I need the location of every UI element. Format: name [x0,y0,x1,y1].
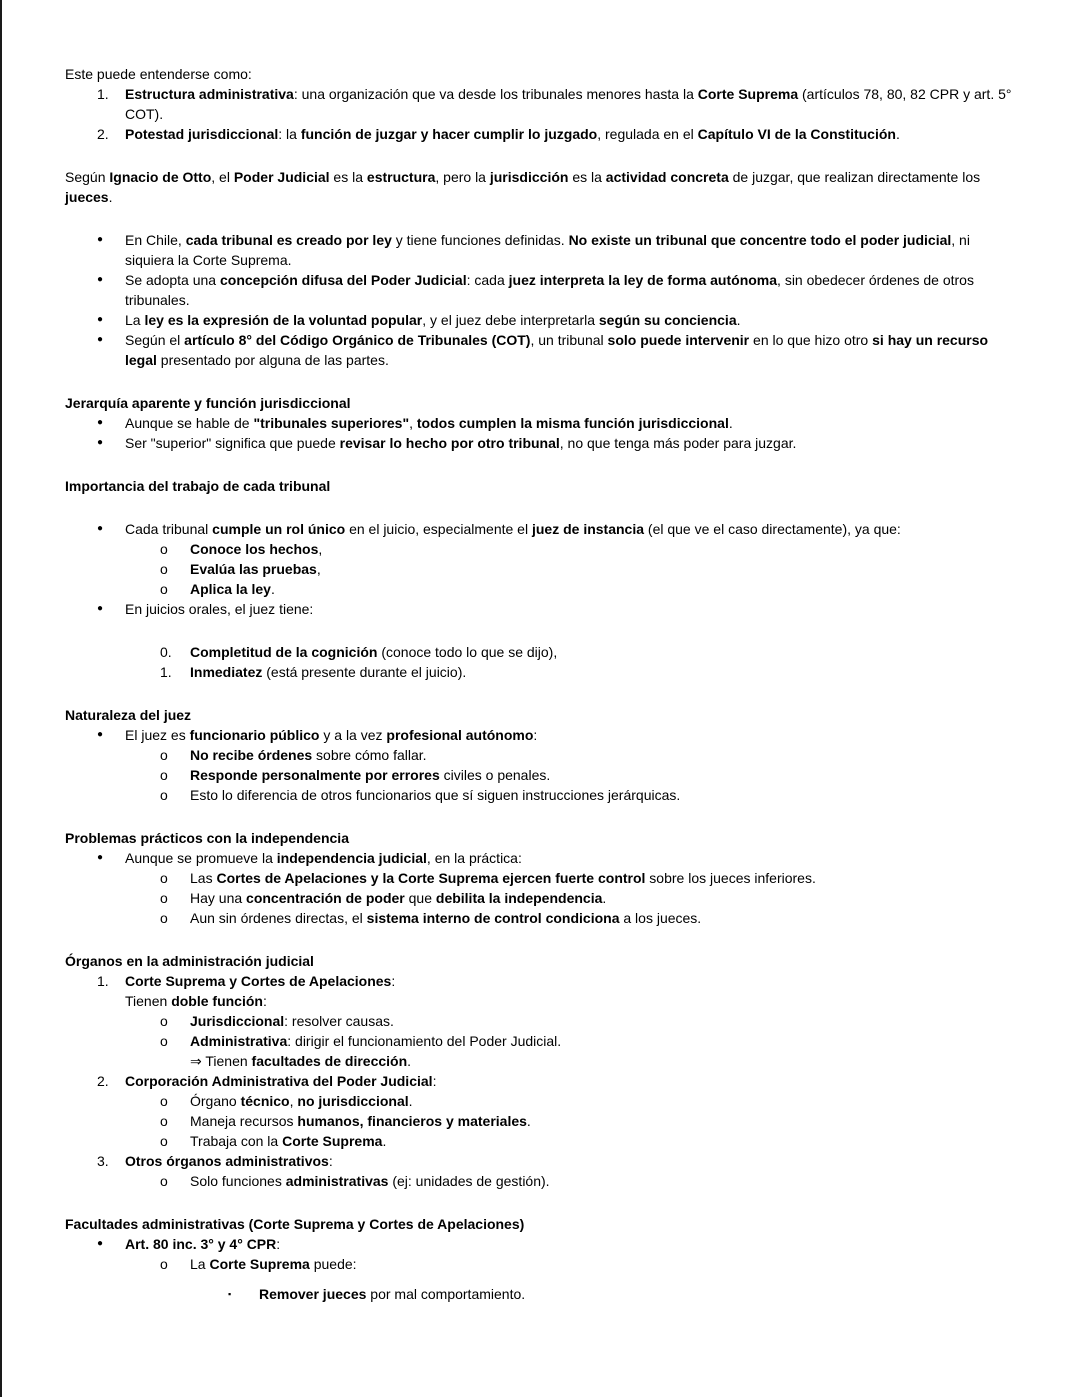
list-item [65,848,1013,868]
spacer [65,619,1013,642]
text-content: Otros órganos administrativos: [125,1153,333,1169]
text-content: Completitud de la cognición (conoce todo lo que se dijo), [190,644,558,660]
heading [65,705,1013,725]
text-content: Corte Suprema y Cortes de Apelaciones: [125,973,396,989]
disc-marker: ● [97,437,104,448]
list-item [65,1151,1013,1171]
num-marker: 2. [97,1073,109,1089]
circle-marker: o [160,1113,168,1129]
circle-marker: o [160,581,168,597]
list-item [65,413,1013,433]
circle-marker: o [160,747,168,763]
text-content: Solo funciones administrativas (ej: unidades de gestión). [190,1173,550,1189]
list-item [65,270,1013,310]
list-item [65,1111,1013,1131]
num-marker: 1. [160,664,172,680]
list-item [65,888,1013,908]
num-marker: 3. [97,1153,109,1169]
list-item [65,1011,1013,1031]
list-item [65,1171,1013,1191]
list-item [65,745,1013,765]
paragraph [65,64,1013,84]
disc-marker: ● [97,1238,104,1249]
text-content: Según Ignacio de Otto, el Poder Judicial es la estructura, pero la jurisdicción es la actividad concreta de juzgar, que realizan directamente los jueces. [65,169,981,205]
circle-marker: o [160,1173,168,1189]
disc-marker: ● [97,417,104,428]
circle-marker: o [160,767,168,783]
list-item [65,971,1013,991]
spacer [65,370,1013,393]
circle-marker: o [160,1133,168,1149]
text-content: Naturaleza del juez [65,707,192,723]
spacer [65,496,1013,519]
spacer [65,207,1013,230]
list-item [65,725,1013,745]
text-content: Las Cortes de Apelaciones y la Corte Suprema ejercen fuerte control sobre los jueces inferiores. [190,870,816,886]
text-content: Esto lo diferencia de otros funcionarios que sí siguen instrucciones jerárquicas. [190,787,681,803]
list-item [65,868,1013,888]
heading [65,476,1013,496]
page-left-edge [0,0,2,1397]
heading [65,951,1013,971]
list-item [65,765,1013,785]
list-item [65,662,1013,682]
text-content: Remover jueces por mal comportamiento. [259,1286,526,1302]
list-item [65,599,1013,619]
num-marker: 1. [97,86,109,102]
list-item [65,433,1013,453]
text-content: Estructura administrativa: una organización que va desde los tribunales menores hasta la Corte Suprema (artículos 78, 80, 82 CPR y art. 5° COT). [125,86,1012,122]
text-content: Aunque se hable de "tribunales superiores", todos cumplen la misma función jurisdiccional. [125,415,733,431]
list-item [65,579,1013,599]
disc-marker: ● [97,234,104,245]
spacer [65,928,1013,951]
list-item [65,330,1013,370]
circle-marker: o [160,890,168,906]
list-item [65,1234,1013,1254]
list-item [65,1254,1013,1274]
list-item [65,124,1013,144]
text-content: Importancia del trabajo de cada tribunal [65,478,331,494]
circle-marker: o [160,910,168,926]
list-item [65,230,1013,270]
text-content: Problemas prácticos con la independencia [65,830,349,846]
text-content: Tienen doble función: [125,993,267,1009]
list-item [65,559,1013,579]
text-content: El juez es funcionario público y a la vez profesional autónomo: [125,727,538,743]
text-content: ⇒ Tienen facultades de dirección. [190,1053,412,1069]
disc-marker: ● [97,274,104,285]
list-item [65,1071,1013,1091]
text-content: Responde personalmente por errores civiles o penales. [190,767,551,783]
text-content: Maneja recursos humanos, financieros y materiales. [190,1113,531,1129]
num-marker: 0. [160,644,172,660]
disc-marker: ● [97,729,104,740]
text-content: Órgano técnico, no jurisdiccional. [190,1093,413,1109]
heading [65,393,1013,413]
text-content: Evalúa las pruebas, [190,561,321,577]
list-item [65,642,1013,662]
list-item [65,1284,1013,1304]
disc-marker: ● [97,852,104,863]
text-content: Este puede entenderse como: [65,66,252,82]
disc-marker: ● [97,523,104,534]
text-content: Según el artículo 8° del Código Orgánico de Tribunales (COT), un tribunal solo puede intervenir en lo que hizo otro si hay un recurso legal presentado por alguna de las partes. [125,332,989,368]
text-content: Jerarquía aparente y función jurisdiccional [65,395,351,411]
text-content: Aunque se promueve la independencia judicial, en la práctica: [125,850,522,866]
text-content: Aun sin órdenes directas, el sistema interno de control condiciona a los jueces. [190,910,702,926]
list-item [65,519,1013,539]
num-marker: 1. [97,973,109,989]
list-item [65,1131,1013,1151]
spacer [65,805,1013,828]
circle-marker: o [160,1256,168,1272]
list-item [65,539,1013,559]
circle-marker: o [160,1033,168,1049]
text-content: Corporación Administrativa del Poder Judicial: [125,1073,437,1089]
text-content: No recibe órdenes sobre cómo fallar. [190,747,427,763]
text-content: Inmediatez (está presente durante el juicio). [190,664,467,680]
text-content: Conoce los hechos, [190,541,323,557]
document-body [65,64,1013,1304]
heading [65,828,1013,848]
circle-marker: o [160,561,168,577]
text-content: Ser "superior" significa que puede revisar lo hecho por otro tribunal, no que tenga más poder para juzgar. [125,435,797,451]
text-content: Cada tribunal cumple un rol único en el juicio, especialmente el juez de instancia (el que ve el caso directamente), ya que: [125,521,901,537]
spacer [65,144,1013,167]
list-item [65,84,1013,124]
text-content: Jurisdiccional: resolver causas. [190,1013,394,1029]
circle-marker: o [160,1093,168,1109]
circle-marker: o [160,787,168,803]
disc-marker: ● [97,314,104,325]
circle-marker: o [160,870,168,886]
list-item [65,310,1013,330]
text-content: La Corte Suprema puede: [190,1256,357,1272]
spacer [65,682,1013,705]
heading [65,1214,1013,1234]
spacer [65,1274,1013,1284]
square-marker: ▪ [228,1289,232,1299]
text-content: Facultades administrativas (Corte Suprema y Cortes de Apelaciones) [65,1216,525,1232]
list-item [65,1031,1013,1051]
circle-marker: o [160,541,168,557]
list-item [65,1091,1013,1111]
text-content: En juicios orales, el juez tiene: [125,601,314,617]
text-content: Hay una concentración de poder que debilita la independencia. [190,890,607,906]
spacer [65,1191,1013,1214]
text-content: Aplica la ley. [190,581,275,597]
text-content: Se adopta una concepción difusa del Poder Judicial: cada juez interpreta la ley de forma autónoma, sin obedecer órdenes de otros tribunales. [125,272,974,308]
text-content: En Chile, cada tribunal es creado por ley y tiene funciones definidas. No existe un tribunal que concentre todo el poder judicial, ni siquiera la Corte Suprema. [125,232,970,268]
list-item [65,991,1013,1011]
paragraph [65,167,1013,207]
spacer [65,453,1013,476]
text-content: Administrativa: dirigir el funcionamiento del Poder Judicial. [190,1033,562,1049]
disc-marker: ● [97,334,104,345]
circle-marker: o [160,1013,168,1029]
text-content: Art. 80 inc. 3° y 4° CPR: [125,1236,281,1252]
list-item [65,1051,1013,1071]
num-marker: 2. [97,126,109,142]
text-content: Potestad jurisdiccional: la función de juzgar y hacer cumplir lo juzgado, regulada en el Capítulo VI de la Constitución. [125,126,900,142]
text-content: Órganos en la administración judicial [65,953,314,969]
text-content: Trabaja con la Corte Suprema. [190,1133,387,1149]
text-content: La ley es la expresión de la voluntad popular, y el juez debe interpretarla según su conciencia. [125,312,741,328]
list-item [65,785,1013,805]
list-item [65,908,1013,928]
disc-marker: ● [97,603,104,614]
